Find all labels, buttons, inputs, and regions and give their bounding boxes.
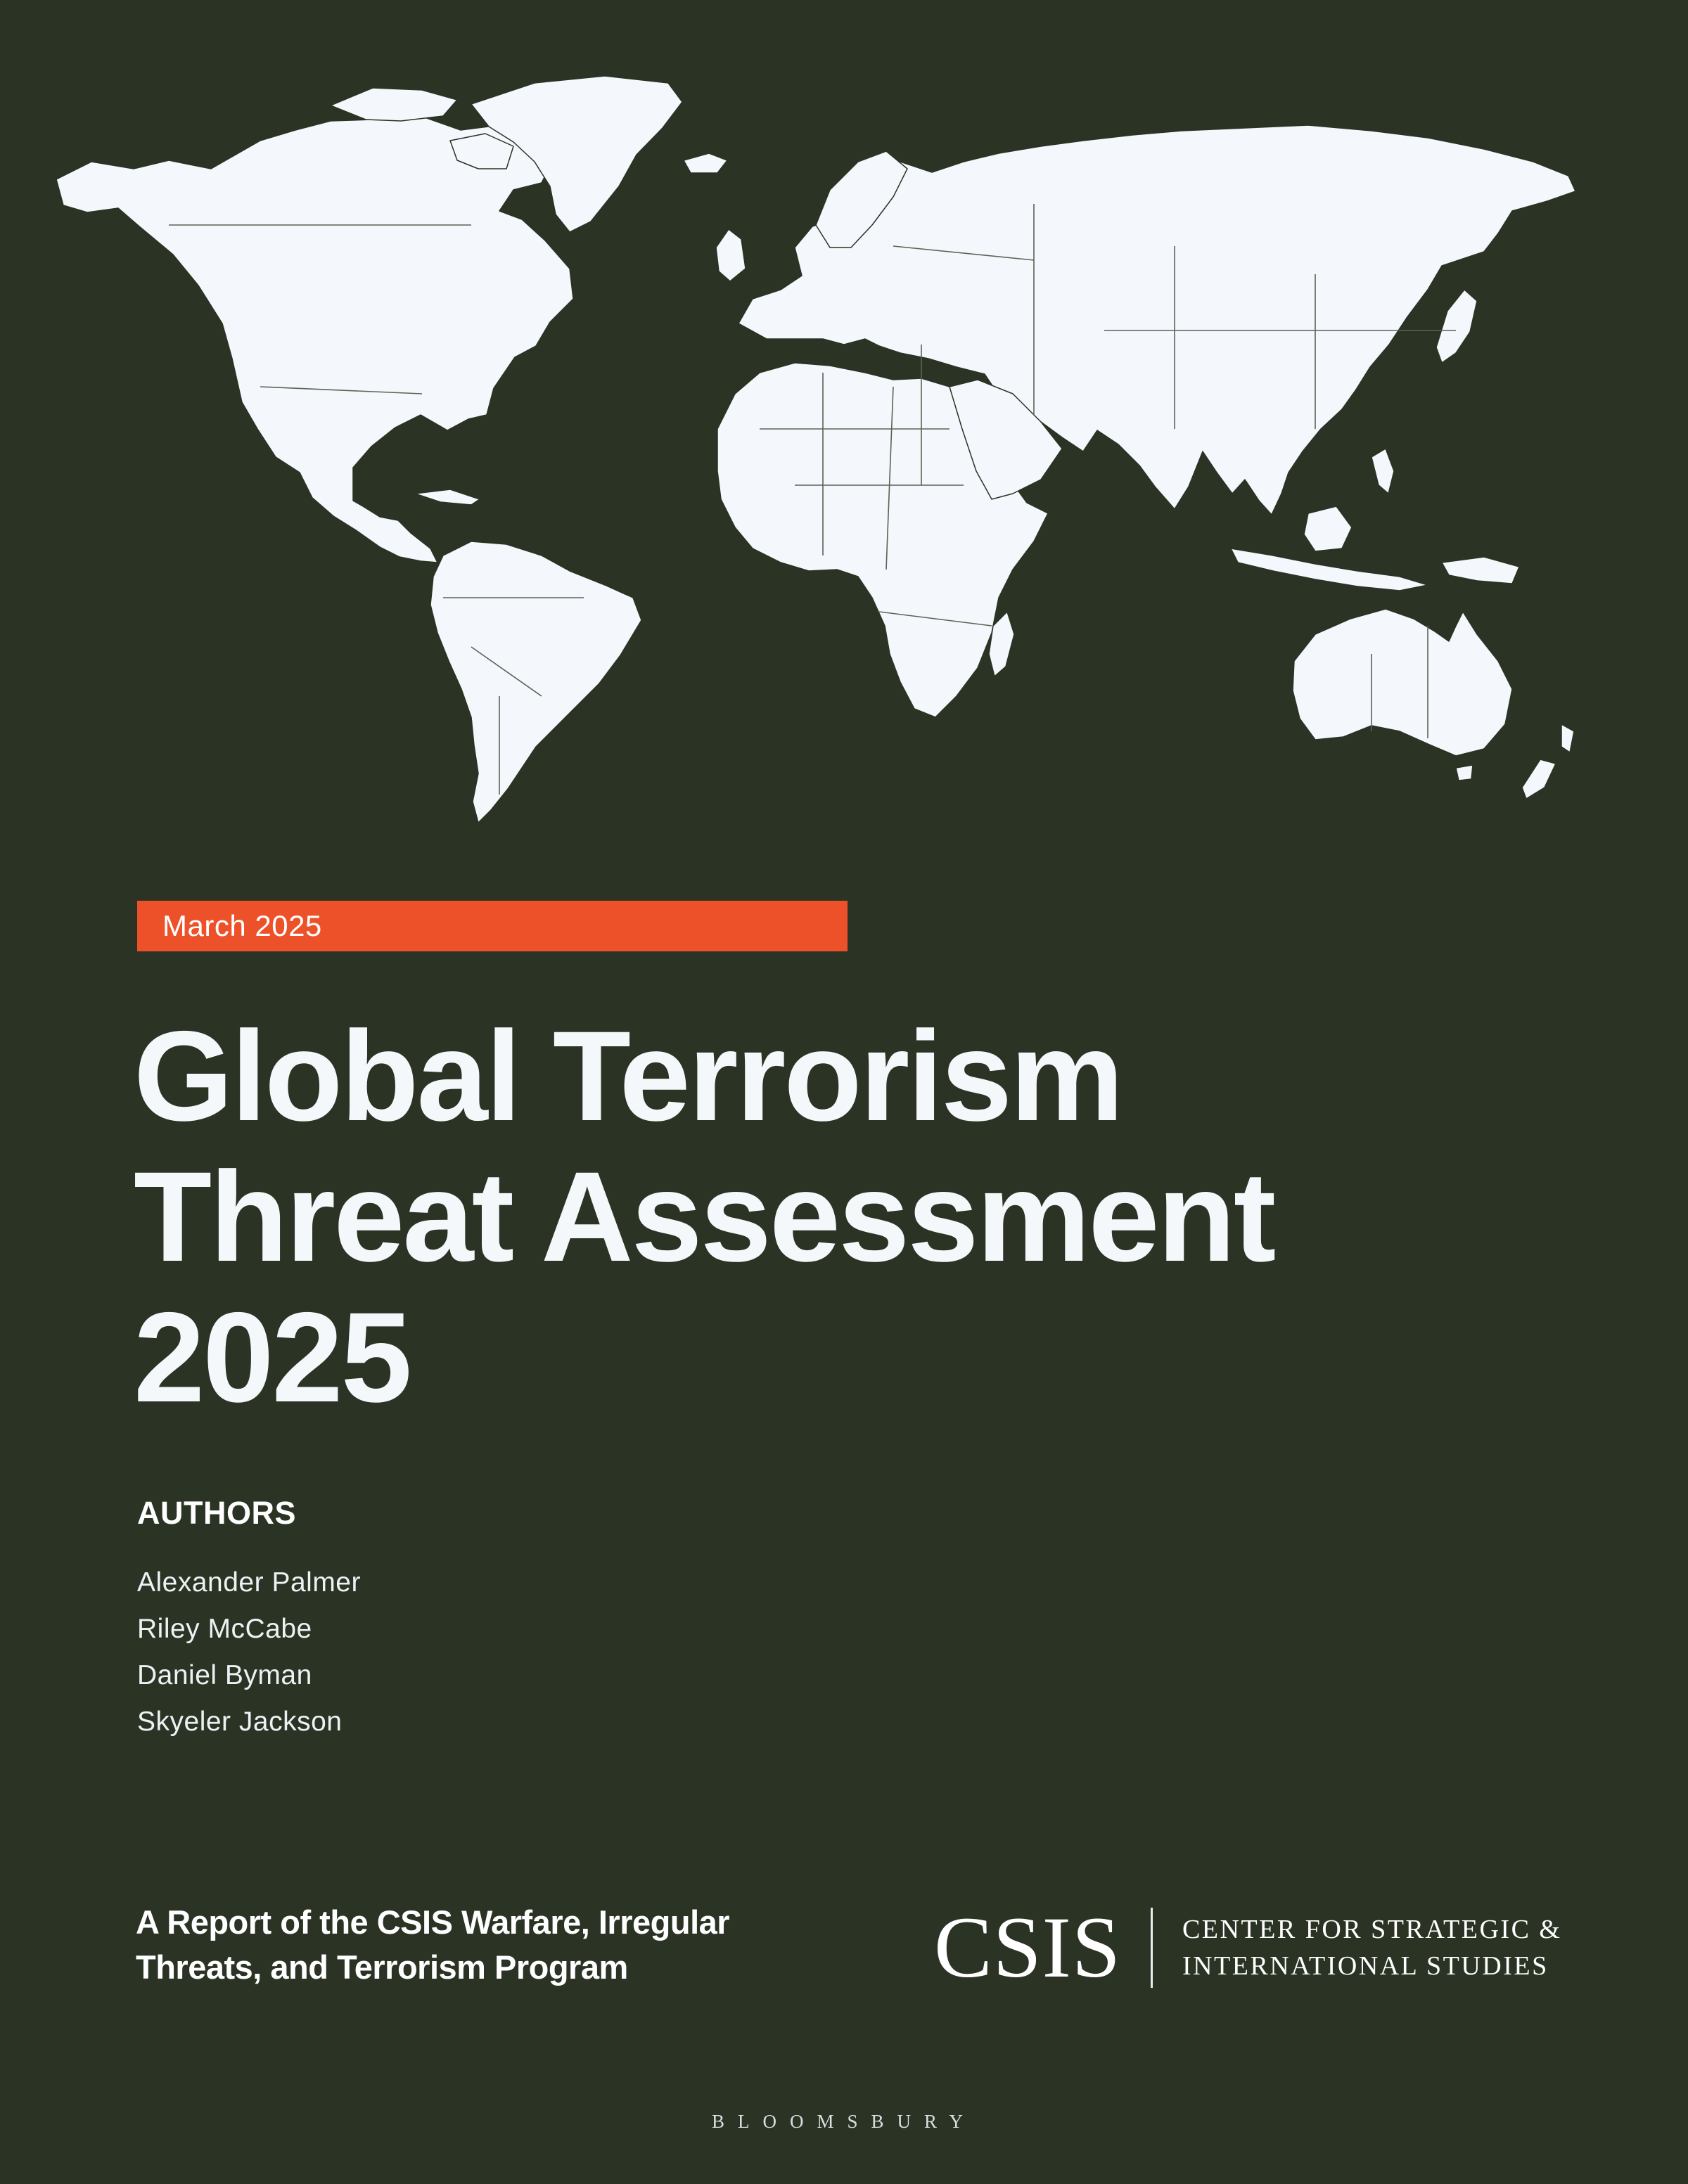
csis-wordmark: CSIS <box>934 1899 1121 1996</box>
publisher-imprint: BLOOMSBURY <box>711 2111 977 2132</box>
date-banner <box>137 901 848 951</box>
world-map <box>49 63 1639 830</box>
iceland-landmass <box>684 153 727 173</box>
north-america-landmass <box>56 114 573 563</box>
author-name: Skyeler Jackson <box>137 1707 343 1737</box>
borneo-landmass <box>1304 506 1352 551</box>
author-name: Alexander Palmer <box>137 1567 361 1598</box>
program-statement-line-1: A Report of the CSIS Warfare, Irregular <box>136 1903 730 1941</box>
csis-full-name <box>1182 1911 1562 1984</box>
south-america-landmass <box>430 541 641 823</box>
japan-landmass <box>1436 290 1477 363</box>
indonesia-islands-landmass <box>1231 548 1428 591</box>
new-guinea-landmass <box>1442 557 1519 584</box>
logo-divider <box>1151 1908 1153 1988</box>
british-isles-landmass <box>716 229 746 281</box>
caribbean-islands-landmass <box>415 489 480 505</box>
report-title <box>134 1006 1611 1427</box>
publication-date: March 2025 <box>162 909 322 942</box>
arctic-islands-landmass <box>331 88 457 121</box>
authors-heading: AUTHORS <box>137 1495 296 1531</box>
authors-list <box>137 1560 361 1745</box>
title-line-2: Threat Assessment <box>134 1145 1274 1288</box>
australia-landmass <box>1293 609 1512 756</box>
program-statement-line-2: Threats, and Terrorism Program <box>136 1948 628 1986</box>
csis-name-line-2: INTERNATIONAL STUDIES <box>1182 1951 1549 1981</box>
author-name: Riley McCabe <box>137 1614 312 1644</box>
tasmania-landmass <box>1456 765 1473 781</box>
csis-logo <box>934 1899 1562 1996</box>
title-line-1: Global Terrorism <box>134 1004 1122 1148</box>
new-zealand-landmass <box>1522 724 1574 799</box>
world-map-graphic <box>49 63 1639 830</box>
program-statement <box>136 1900 909 1990</box>
title-line-3: 2025 <box>134 1285 410 1429</box>
author-name: Daniel Byman <box>137 1660 312 1690</box>
csis-name-line-1: CENTER FOR STRATEGIC & <box>1182 1915 1562 1944</box>
philippines-landmass <box>1372 449 1394 494</box>
